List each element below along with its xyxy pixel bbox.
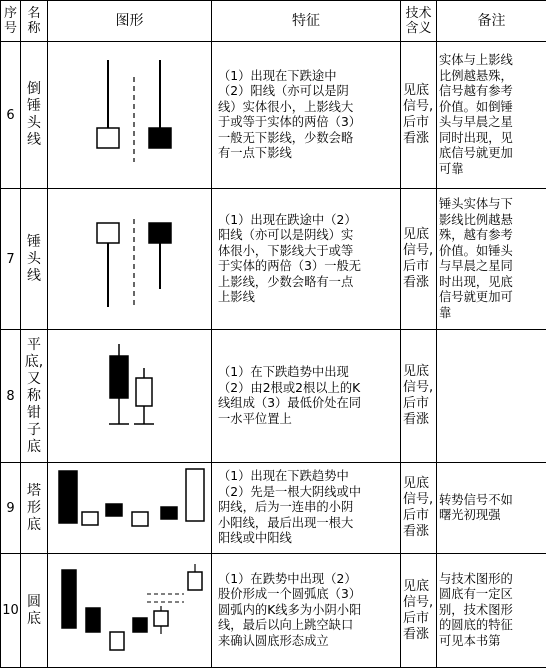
header-seq: 序 号 bbox=[1, 1, 21, 42]
pattern-name: 平 底, 又 称 钳 子 底 bbox=[21, 330, 48, 463]
table-row bbox=[1, 42, 546, 189]
inverted-hammer-diagram bbox=[48, 42, 212, 188]
pattern-note: 锤头实体与下 影线比例越悬 殊，越有参考 价值。如锤头 与早晨之星同 时出现，见底 信号就更加可 靠 bbox=[437, 189, 546, 330]
pattern-name: 圆 底 bbox=[21, 554, 48, 668]
round-bottom-diagram bbox=[48, 554, 212, 667]
pattern-figure bbox=[48, 463, 212, 554]
pattern-name: 塔 形 底 bbox=[21, 463, 48, 554]
tech-meaning: 见底 信号, 后市 看涨 bbox=[401, 330, 437, 463]
table-row bbox=[1, 554, 546, 668]
table-row bbox=[1, 189, 546, 330]
tech-meaning: 见底 信号, 后市 看涨 bbox=[401, 42, 437, 189]
tech-meaning: 见底 信号, 后市 看涨 bbox=[401, 554, 437, 668]
header-note: 备注 bbox=[437, 1, 546, 42]
pattern-feature: （1）出现在下跌趋势中 （2）先是一根大阴线或中 阴线，后为一连串的小阴 小阳线，最后出现一根大 阳线或中阳线 bbox=[212, 463, 401, 554]
tech-meaning: 见底 信号, 后市 看涨 bbox=[401, 189, 437, 330]
pattern-feature: （1）在下跌趋势中出现 （2）由2根或2根以上的K 线组成（3）最低价处在同 一水平位置上 bbox=[212, 330, 401, 463]
table-row bbox=[1, 330, 546, 463]
pattern-feature: （1）在跌势中出现（2） 股价形成一个圆弧底（3） 圆弧内的K线多为小阴小阳 线，最后以向上跳空缺口 来确认圆底形态成立 bbox=[212, 554, 401, 668]
pattern-note: 实体与上影线 比例越悬殊， 信号越有参考 价值。如倒锤 头与早晨之星 同时出现，见 底信号就更加 可靠 bbox=[437, 42, 546, 189]
row-number: 7 bbox=[1, 189, 21, 330]
pattern-figure bbox=[48, 42, 212, 189]
flat-bottom-diagram bbox=[48, 330, 212, 462]
header-feature: 特征 bbox=[212, 1, 401, 42]
pattern-feature: （1）出现在跌途中（2） 阳线（亦可以是阴线）实 体很小，下影线大于或等 于实体的两倍（3）一般无 上影线，少数会略有一点 上影线 bbox=[212, 189, 401, 330]
tower-bottom-diagram bbox=[48, 463, 212, 553]
pattern-note: 转势信号不如 曙光初现强 bbox=[437, 463, 546, 554]
row-number: 9 bbox=[1, 463, 21, 554]
header-name: 名 称 bbox=[21, 1, 48, 42]
pattern-figure bbox=[48, 189, 212, 330]
hammer-diagram bbox=[48, 189, 212, 329]
pattern-note bbox=[437, 330, 546, 463]
pattern-name: 倒 锤 头 线 bbox=[21, 42, 48, 189]
table-row bbox=[1, 463, 546, 554]
pattern-feature: （1）出现在下跌途中 （2）阳线（亦可以是阴 线）实体很小，上影线大 于或等于实体的两倍（3） 一般无下影线，少数会略 有一点下影线 bbox=[212, 42, 401, 189]
header-figure: 图形 bbox=[48, 1, 212, 42]
row-number: 8 bbox=[1, 330, 21, 463]
pattern-name: 锤 头 线 bbox=[21, 189, 48, 330]
header-row bbox=[1, 1, 546, 42]
pattern-figure bbox=[48, 554, 212, 668]
header-tech: 技术 含义 bbox=[401, 1, 437, 42]
tech-meaning: 见底 信号, 后市 看涨 bbox=[401, 463, 437, 554]
pattern-figure bbox=[48, 330, 212, 463]
row-number: 6 bbox=[1, 42, 21, 189]
row-number: 10 bbox=[1, 554, 21, 668]
pattern-note: 与技术图形的 圆底有一定区 别，技术图形 的圆底的特征 可见本书第 bbox=[437, 554, 546, 668]
